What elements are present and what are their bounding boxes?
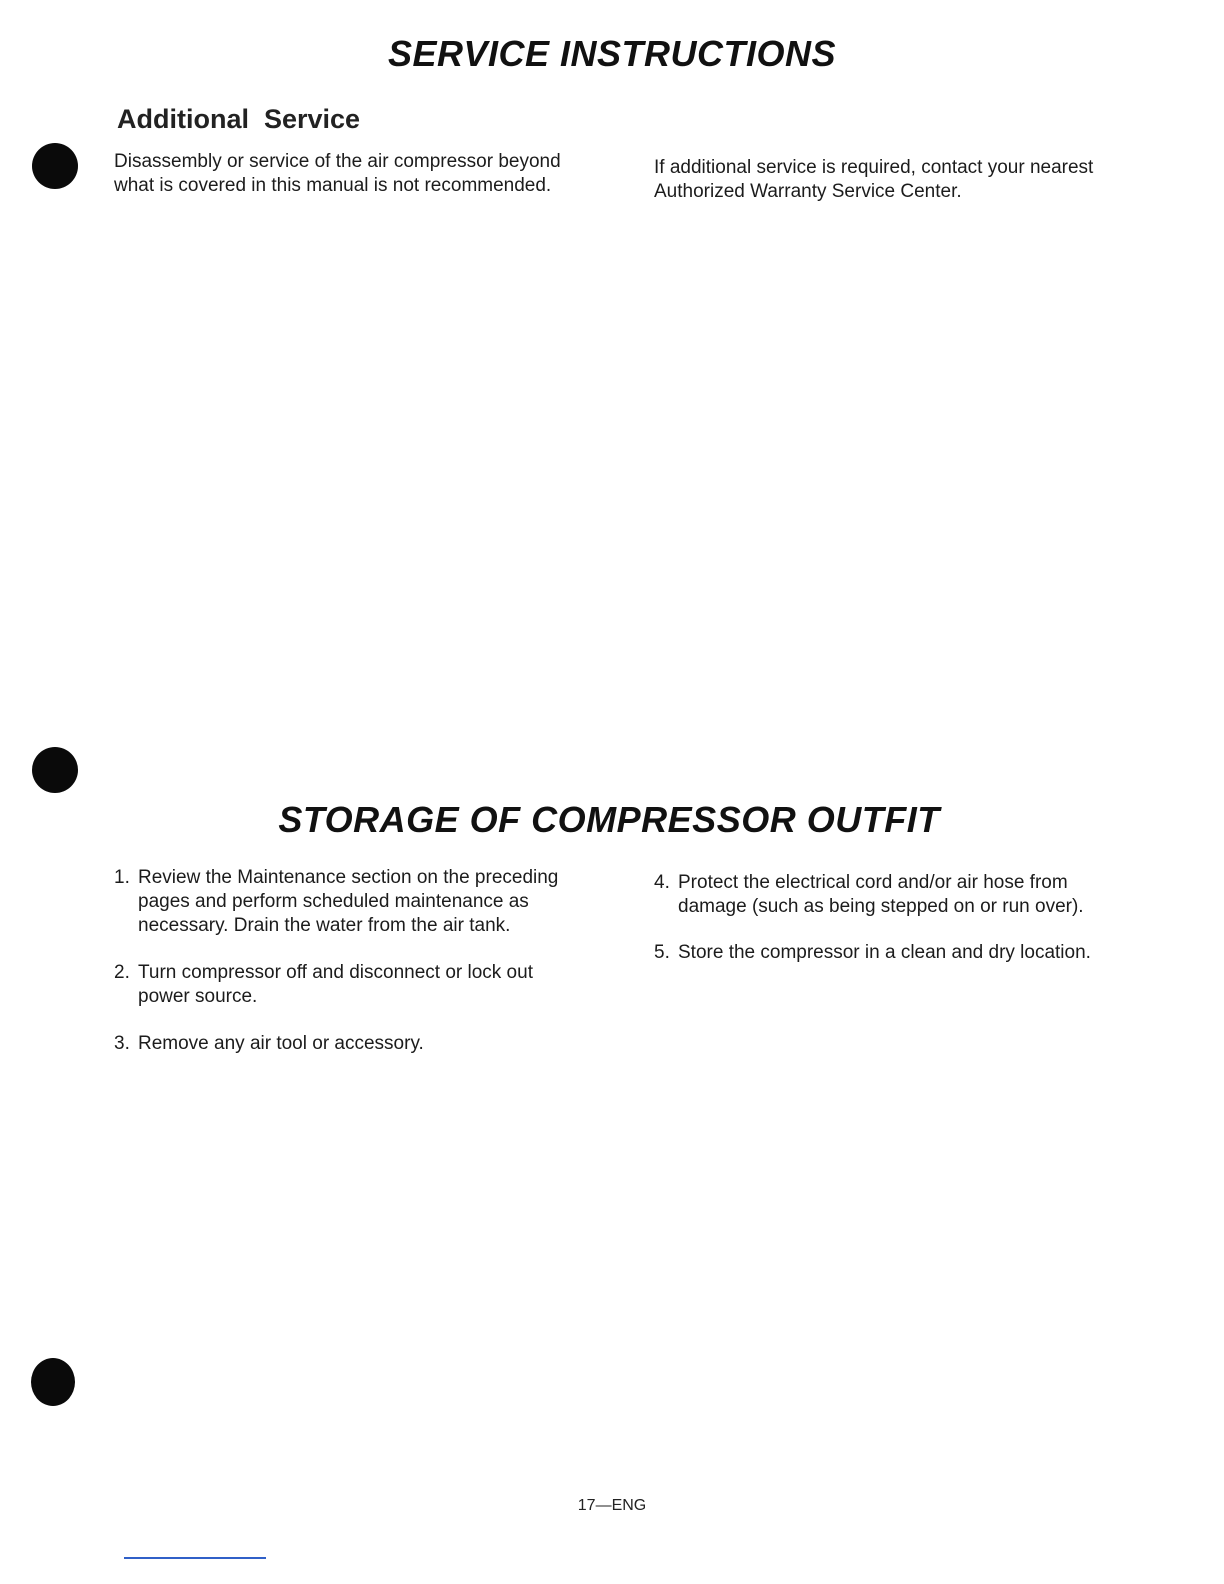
punch-hole-top xyxy=(32,143,78,189)
service-instructions-title: SERVICE INSTRUCTIONS xyxy=(387,33,837,74)
punch-hole-bottom xyxy=(31,1358,75,1406)
storage-step-1 xyxy=(114,866,580,938)
storage-step-3 xyxy=(114,1032,580,1056)
storage-step-2 xyxy=(114,961,580,1009)
step-number: 1. xyxy=(114,867,130,888)
storage-title: STORAGE OF COMPRESSOR OUTFIT xyxy=(278,799,940,840)
page-number: 17—ENG xyxy=(577,1497,647,1514)
step-number: 3. xyxy=(114,1033,130,1054)
step-text: Remove any air tool or accessory. xyxy=(138,1033,424,1054)
storage-step-5 xyxy=(654,941,1124,965)
step-number: 5. xyxy=(654,942,670,963)
step-number: 4. xyxy=(654,872,670,893)
storage-step-4 xyxy=(654,871,1124,919)
step-text: Turn compressor off and disconnect or lock out power source. xyxy=(138,962,533,1007)
step-number: 2. xyxy=(114,962,130,983)
punch-hole-middle xyxy=(32,747,78,793)
step-text: Protect the electrical cord and/or air hose from damage (such as being stepped on or run over). xyxy=(678,872,1084,917)
step-text: Store the compressor in a clean and dry location. xyxy=(678,942,1091,963)
service-left-paragraph: Disassembly or service of the air compressor beyond what is covered in this manual is not recommended. xyxy=(114,151,561,196)
additional-service-heading: Additional Service xyxy=(117,104,361,134)
footer-rule xyxy=(124,1557,266,1559)
step-text: Review the Maintenance section on the preceding pages and perform scheduled maintenance as necessary. Drain the water from the air tank. xyxy=(138,867,559,936)
service-right-paragraph: If additional service is required, contact your nearest Authorized Warranty Service Center. xyxy=(654,157,1094,202)
